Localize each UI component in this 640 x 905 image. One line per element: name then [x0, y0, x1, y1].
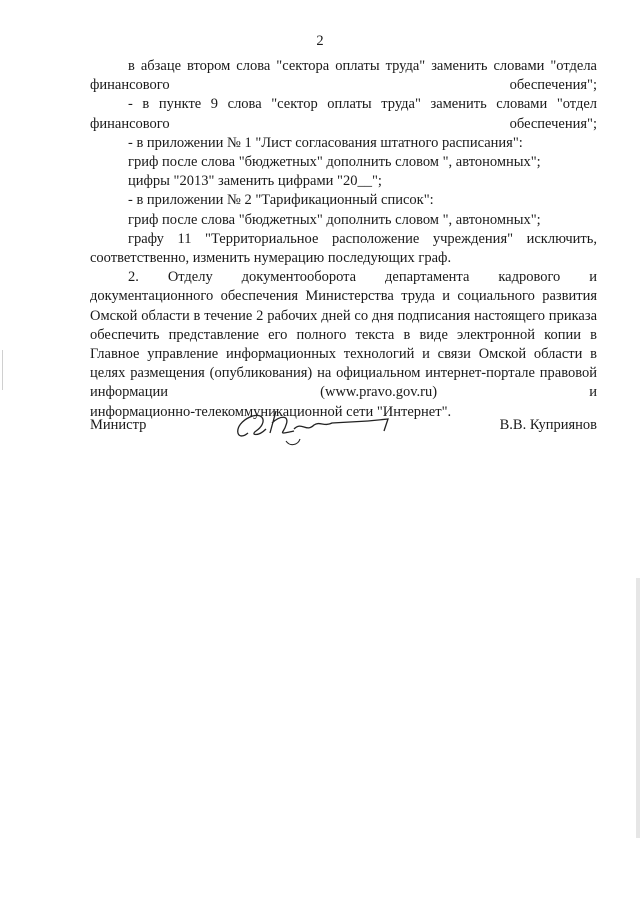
- paragraph-4: гриф после слова "бюджетных" дополнить словом ", автономных";: [128, 154, 541, 171]
- paragraph-2: - в пункте 9 слова "сектор оплаты труда" заменить словами "отдел финансового обеспечения";: [90, 96, 597, 132]
- signature-block: [90, 405, 597, 455]
- document-body: [90, 57, 597, 422]
- paragraph-7: гриф после слова "бюджетных" дополнить словом ", автономных";: [128, 211, 541, 228]
- paragraph-8: графу 11 "Территориальное расположение учреждения" исключить, соответственно, изменить нумерацию последующих граф.: [90, 230, 597, 267]
- page-number: 2: [316, 33, 324, 49]
- paragraph-9: 2. Отделу документооборота департамента кадрового и документационного обеспечения Министерства труда и социального развития Омской области в течение 2 рабочих дней со дня подписания настоящего приказа обеспечить представление его полного текста в виде электронной копии в Главное управление информационных технологий и связи Омской области в целях размещения (опубликования) на официальном интернет-портале правовой информации (www.pravo.gov.ru) и: [90, 269, 597, 401]
- handwritten-signature: [228, 403, 408, 453]
- paragraph-6: - в приложении № 2 "Тарификационный список":: [128, 192, 434, 209]
- signer-role: Министр: [90, 417, 147, 433]
- paragraph-1: в абзаце втором слова "сектора оплаты труда" заменить словами "отдела финансового обеспечения";: [90, 58, 597, 94]
- paragraph-3: - в приложении № 1 "Лист согласования штатного расписания":: [128, 134, 523, 151]
- scan-edge-mark: [2, 350, 3, 390]
- paragraph-5: цифры "2013" заменить цифрами "20__";: [128, 173, 382, 190]
- signer-name: В.В. Куприянов: [499, 417, 597, 433]
- scan-edge-shadow: [636, 578, 640, 838]
- paragraph-9-tail: информационно-телекоммуникационной сети "Интернет".: [90, 403, 452, 420]
